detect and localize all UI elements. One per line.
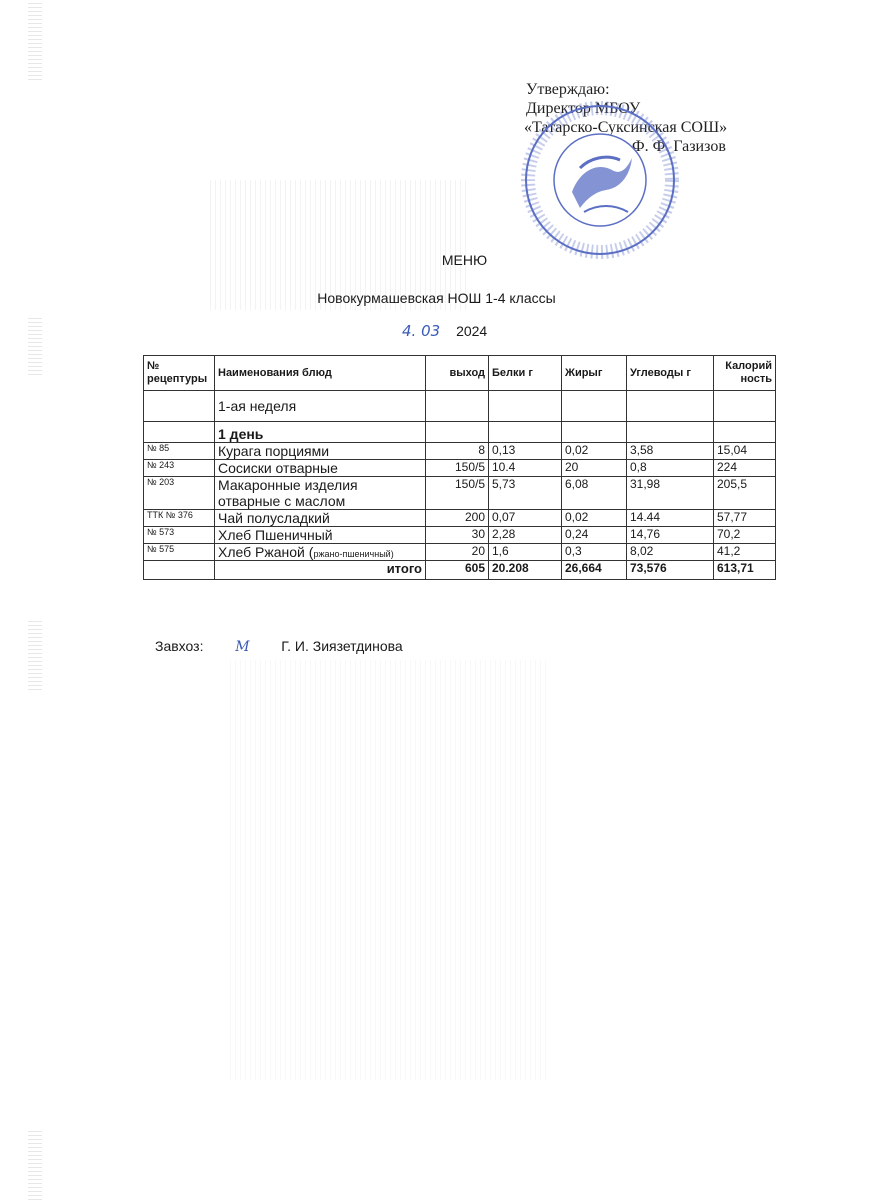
table-row bbox=[144, 460, 776, 477]
official-seal-stamp bbox=[520, 100, 680, 260]
dish-name: Хлеб Ржаной ( bbox=[218, 544, 314, 560]
col-recipe bbox=[144, 356, 215, 391]
dish-protein: 5,73 bbox=[489, 477, 562, 510]
dish-carbs: 0,8 bbox=[627, 460, 714, 477]
dish-calories: 70,2 bbox=[714, 527, 776, 544]
school-name: Новокурмашевская НОШ 1-4 классы bbox=[317, 290, 556, 306]
dish-name-cell bbox=[215, 544, 426, 561]
scan-noise-center bbox=[230, 660, 550, 1080]
scan-noise-left bbox=[28, 315, 42, 375]
col-calories-label-1: Калорий bbox=[725, 360, 772, 372]
dish-output: 150/5 bbox=[426, 460, 489, 477]
table-header-row bbox=[144, 356, 776, 391]
dish-calories: 41,2 bbox=[714, 544, 776, 561]
menu-table bbox=[143, 355, 776, 580]
scan-noise-left bbox=[28, 620, 42, 690]
total-label: итого bbox=[215, 561, 426, 580]
dish-fat: 0,02 bbox=[562, 443, 627, 460]
table-row bbox=[144, 510, 776, 527]
dish-fat: 0,24 bbox=[562, 527, 627, 544]
week-label: 1-ая неделя bbox=[215, 391, 426, 422]
approval-signatory: Ф. Ф. Газизов bbox=[632, 138, 726, 155]
dish-fat: 20 bbox=[562, 460, 627, 477]
col-output: выход bbox=[426, 356, 489, 391]
dish-fat: 0,02 bbox=[562, 510, 627, 527]
document-title: МЕНЮ bbox=[441, 252, 488, 268]
table-row bbox=[144, 477, 776, 510]
approval-organization: «Татарско-Суксинская СОШ» bbox=[524, 119, 728, 136]
approval-heading: Утверждаю: bbox=[526, 81, 610, 98]
dish-protein: 10.4 bbox=[489, 460, 562, 477]
signer-name: Г. И. Зиязетдинова bbox=[281, 638, 403, 654]
dish-protein: 1,6 bbox=[489, 544, 562, 561]
table-row bbox=[144, 544, 776, 561]
recipe-number: № 243 bbox=[144, 460, 215, 477]
recipe-number: № 573 bbox=[144, 527, 215, 544]
recipe-number: ТТК № 376 bbox=[144, 510, 215, 527]
dish-protein: 2,28 bbox=[489, 527, 562, 544]
dish-calories: 224 bbox=[714, 460, 776, 477]
table-row bbox=[144, 527, 776, 544]
signer-role: Завхоз: bbox=[155, 638, 204, 654]
total-protein: 20.208 bbox=[489, 561, 562, 580]
col-recipe-label-1: № bbox=[147, 360, 160, 372]
dish-name-note: ржано-пшеничный) bbox=[313, 549, 394, 559]
dish-output: 8 bbox=[426, 443, 489, 460]
dish-protein: 0,13 bbox=[489, 443, 562, 460]
total-calories: 613,71 bbox=[714, 561, 776, 580]
total-carbs: 73,576 bbox=[627, 561, 714, 580]
dish-output: 20 bbox=[426, 544, 489, 561]
week-row bbox=[144, 391, 776, 422]
recipe-number: № 85 bbox=[144, 443, 215, 460]
col-calories-label-2: ность bbox=[740, 373, 772, 385]
total-fat: 26,664 bbox=[562, 561, 627, 580]
dish-name: Чай полусладкий bbox=[215, 510, 426, 527]
dish-fat: 0,3 bbox=[562, 544, 627, 561]
handwritten-signature: М bbox=[235, 639, 250, 655]
scan-noise-left bbox=[28, 1130, 42, 1200]
dish-calories: 15,04 bbox=[714, 443, 776, 460]
approval-position: Директор МБОУ bbox=[526, 100, 641, 117]
dish-name: Курага порциями bbox=[215, 443, 426, 460]
dish-fat: 6,08 bbox=[562, 477, 627, 510]
dish-carbs: 14,76 bbox=[627, 527, 714, 544]
scan-noise-left bbox=[28, 0, 42, 80]
dish-carbs: 31,98 bbox=[627, 477, 714, 510]
col-name: Наименования блюд bbox=[215, 356, 426, 391]
signature-line bbox=[155, 638, 403, 655]
dish-output: 200 bbox=[426, 510, 489, 527]
dish-carbs: 8,02 bbox=[627, 544, 714, 561]
handwritten-date: 4. 03 bbox=[402, 322, 441, 340]
total-row bbox=[144, 561, 776, 580]
dish-name: Сосиски отварные bbox=[215, 460, 426, 477]
menu-year: 2024 bbox=[456, 323, 488, 339]
dish-protein: 0,07 bbox=[489, 510, 562, 527]
col-carbs: Углеводы г bbox=[627, 356, 714, 391]
recipe-number: № 203 bbox=[144, 477, 215, 510]
dish-calories: 205,5 bbox=[714, 477, 776, 510]
col-recipe-label-2: рецептуры bbox=[147, 373, 208, 385]
dish-carbs: 14.44 bbox=[627, 510, 714, 527]
dish-calories: 57,77 bbox=[714, 510, 776, 527]
col-fat: Жирыг bbox=[562, 356, 627, 391]
col-calories bbox=[714, 356, 776, 391]
dish-name: Макаронные изделия отварные с маслом bbox=[215, 477, 426, 510]
dish-name: Хлеб Пшеничный bbox=[215, 527, 426, 544]
day-row bbox=[144, 422, 776, 443]
menu-date bbox=[402, 322, 487, 340]
col-protein: Белки г bbox=[489, 356, 562, 391]
recipe-number: № 575 bbox=[144, 544, 215, 561]
dish-output: 150/5 bbox=[426, 477, 489, 510]
dish-output: 30 bbox=[426, 527, 489, 544]
table-row bbox=[144, 443, 776, 460]
dish-carbs: 3,58 bbox=[627, 443, 714, 460]
day-label: 1 день bbox=[215, 422, 426, 443]
total-output: 605 bbox=[426, 561, 489, 580]
